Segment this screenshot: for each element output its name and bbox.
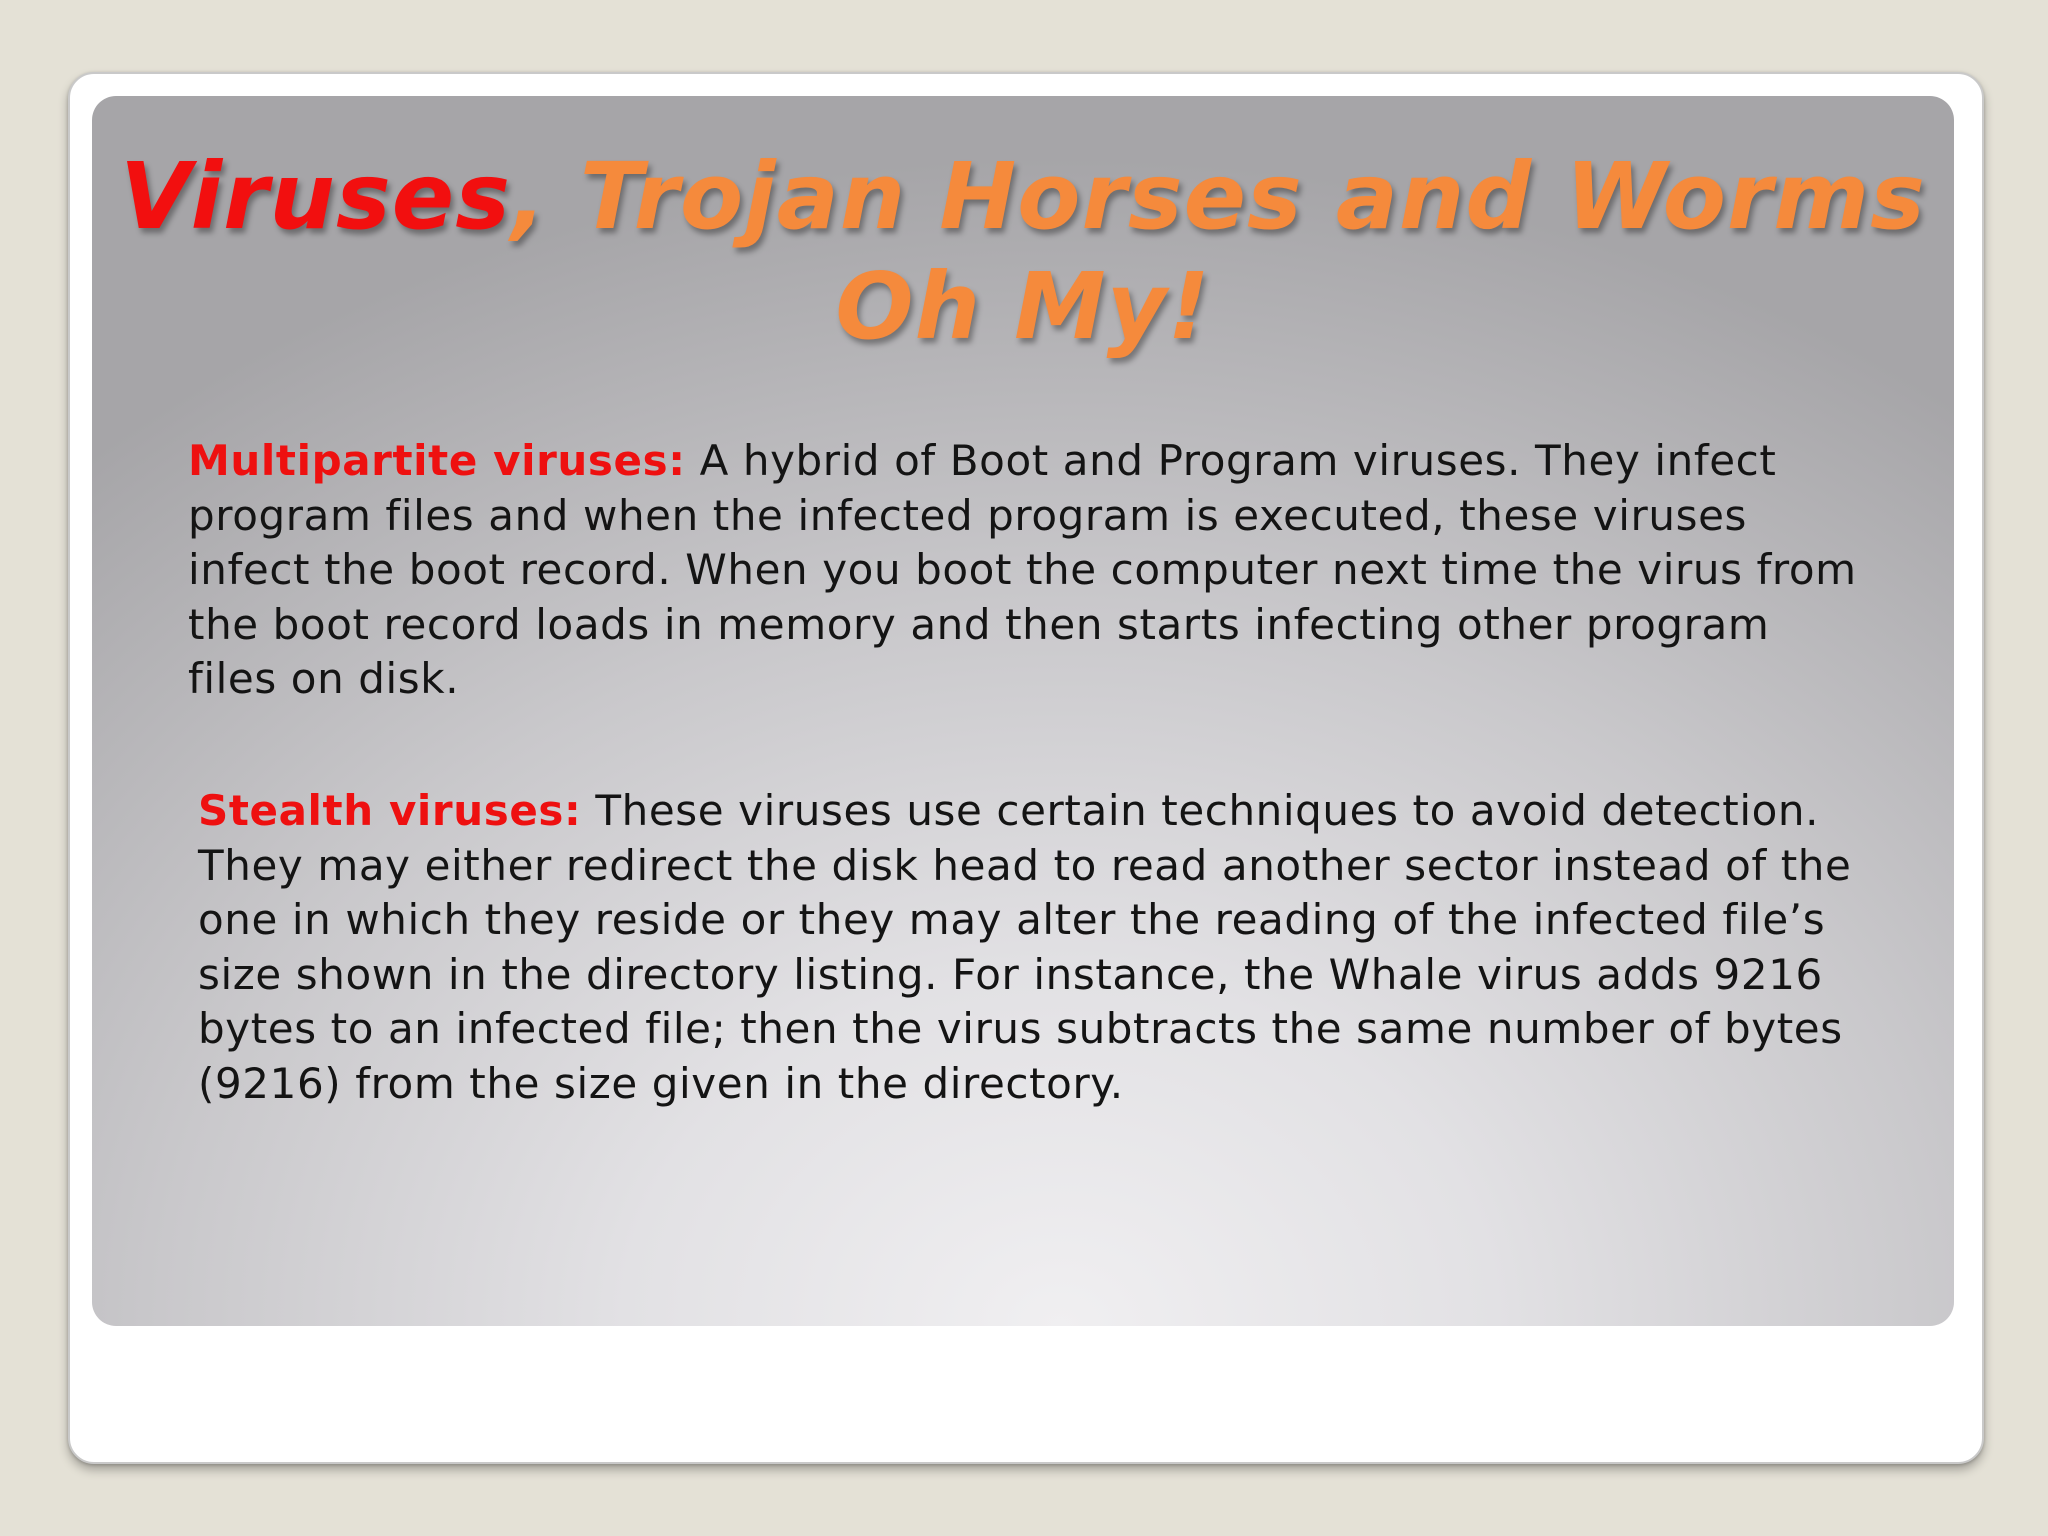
text-stealth: These viruses use certain techniques to avoid detection. They may either redirect the disk head to read another sector instead of the one in which they reside or they may alter the reading of the infected file’s size shown in the directory listing. For instance, the Whale virus adds 9216 bytes to an infected file; then the virus subtracts the same number of bytes (9216) from the size given in the directory. [198, 786, 1852, 1108]
slide-title [92, 142, 1954, 362]
term-multipartite: Multipartite viruses: [188, 436, 686, 485]
slide-content-panel [92, 96, 1954, 1326]
paragraph-multipartite [188, 434, 1868, 707]
title-trojan-worms: , Trojan Horses and Worms [510, 143, 1926, 250]
term-stealth: Stealth viruses: [198, 786, 582, 835]
paragraph-stealth [198, 784, 1878, 1112]
title-oh-my: Oh My! [835, 253, 1211, 360]
title-viruses: Viruses [120, 143, 511, 250]
text-multipartite: A hybrid of Boot and Program viruses. They infect program files and when the infected program is executed, these viruses infect the boot record. When you boot the computer next time the virus from the boot record loads in memory and then starts infecting other program files on disk. [188, 436, 1857, 704]
